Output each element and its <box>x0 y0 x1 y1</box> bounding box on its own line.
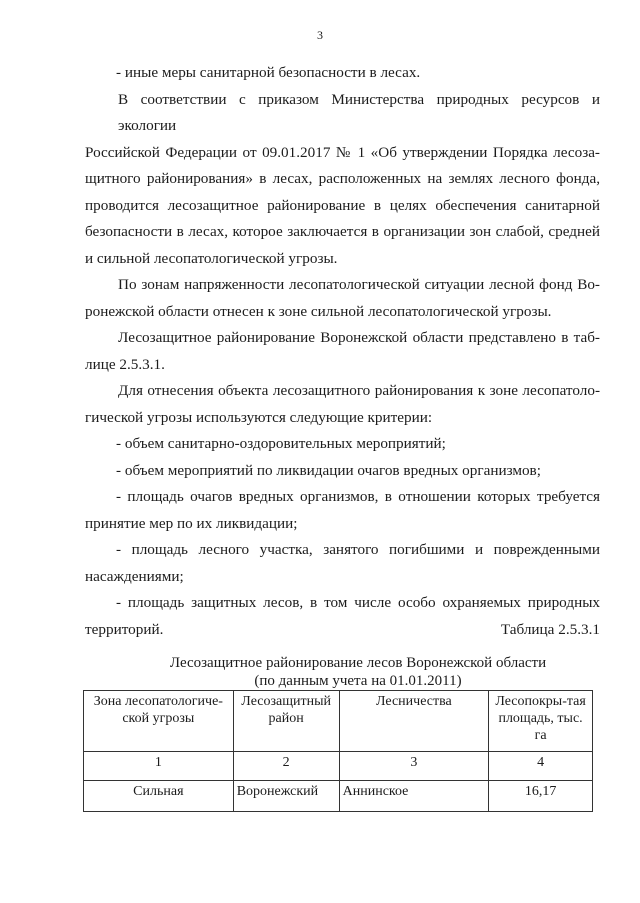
text-line: проводится лесозащитное районирование в целях обеспечения санитарной <box>85 196 600 214</box>
text-line: насаждениями; <box>85 567 184 585</box>
text-line: - объем санитарно-оздоровительных мероприятий; <box>116 435 446 452</box>
table-cell: 3 <box>339 752 489 781</box>
table-header-row <box>84 691 593 752</box>
table-title-subline: (по данным учета на 01.01.2011) <box>254 673 462 689</box>
text-line: щитного районирования» в лесах, расположенных на землях лесного фонда, <box>85 170 600 187</box>
text-line: и сильной лесопатологической угрозы. <box>85 249 338 267</box>
table-cell: 4 <box>489 752 593 781</box>
table-cell: Сильная <box>84 781 234 812</box>
table-number-row <box>84 752 593 781</box>
text-line: гической угрозы используются следующие критерии: <box>85 408 433 426</box>
paragraph <box>85 378 600 431</box>
text-line: лице 2.5.3.1. <box>85 355 165 373</box>
text-line: - площадь защитных лесов, в том числе особо охраняемых природных <box>116 594 600 611</box>
text-line: - площадь лесного участка, занятого погибшими и поврежденными <box>116 541 600 558</box>
text-line: территорий. <box>85 620 164 638</box>
body-text <box>85 60 600 643</box>
criterion <box>116 431 600 458</box>
text-line: Лесозащитное районирование Воронежской области представлено в таб- <box>118 329 600 346</box>
table-header-cell: Лесопокры-тая площадь, тыс. га <box>489 691 593 752</box>
text-line: - иные меры санитарной безопасности в лесах. <box>116 64 421 81</box>
text-line: ронежской области отнесен к зоне сильной лесопатологической угрозы. <box>85 302 552 320</box>
table-caption: Таблица 2.5.3.1 <box>500 621 600 638</box>
paragraph <box>116 60 600 87</box>
text-line: - объем мероприятий по ликвидации очагов вредных организмов; <box>116 461 541 479</box>
table-header-cell: Зона лесопатологиче-ской угрозы <box>84 691 234 752</box>
paragraph <box>85 272 600 325</box>
table-cell: 2 <box>233 752 339 781</box>
table-title-line: Лесозащитное районирование лесов Воронежской области <box>169 655 547 671</box>
table-title <box>116 654 600 690</box>
paragraph <box>85 87 600 273</box>
table-row <box>84 781 593 812</box>
text-line: - площадь очагов вредных организмов, в отношении которых требуется <box>116 488 600 505</box>
page-number: 3 <box>317 28 323 42</box>
table-cell: Воронежский <box>233 781 339 812</box>
text-line: По зонам напряженности лесопатологической ситуации лесной фонд Во- <box>118 276 600 293</box>
paragraph <box>85 325 600 378</box>
table-cell: 16,17 <box>489 781 593 812</box>
table-cell: Аннинское <box>339 781 489 812</box>
zoning-table <box>83 690 593 812</box>
table-header-cell: Лесозащитный район <box>233 691 339 752</box>
text-line: В соответствии с приказом Министерства природных ресурсов и экологии <box>118 90 600 134</box>
criterion <box>85 484 600 537</box>
text-line: принятие мер по их ликвидации; <box>85 514 298 532</box>
text-line: Российской Федерации от 09.01.2017 № 1 «Об утверждении Порядка лесоза- <box>85 143 600 161</box>
criterion <box>116 458 600 485</box>
table-cell: 1 <box>84 752 234 781</box>
text-line: безопасности в лесах, которое заключается в организации зон слабой, средней <box>85 223 600 240</box>
text-line: Для отнесения объекта лесозащитного районирования к зоне лесопатоло- <box>118 382 600 399</box>
criterion <box>85 537 600 590</box>
table-header-cell: Лесничества <box>339 691 489 752</box>
